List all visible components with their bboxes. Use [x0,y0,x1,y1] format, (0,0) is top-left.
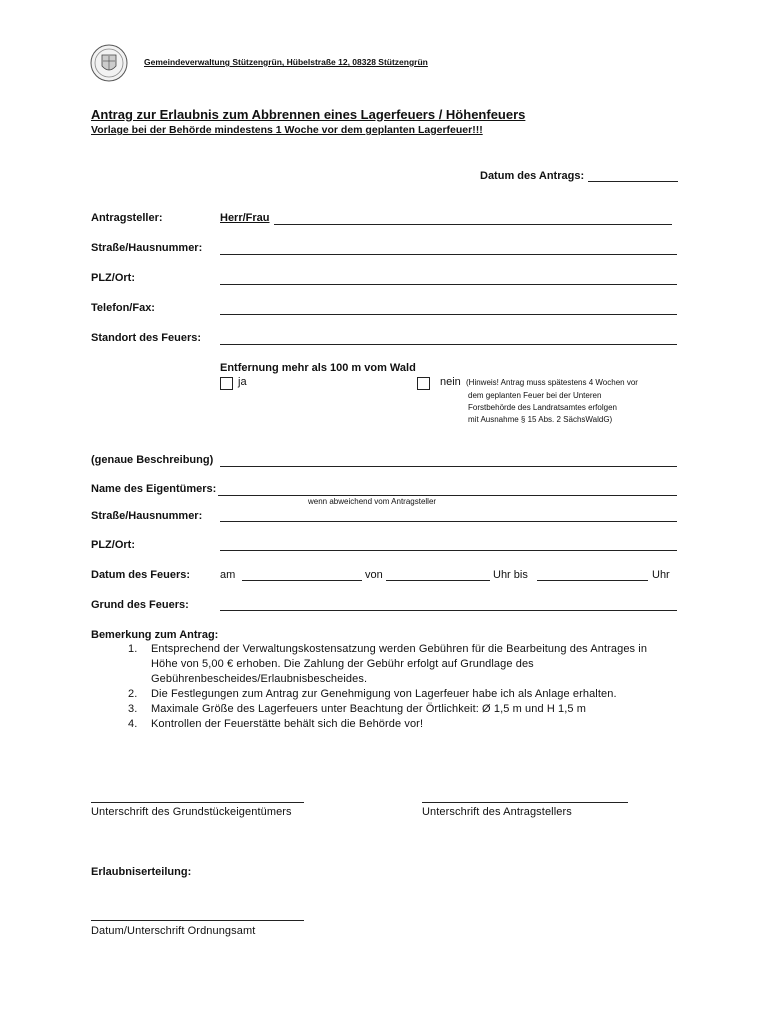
fire-reason-input-line[interactable] [220,610,677,611]
applicant-signature-label: Unterschrift des Antragstellers [422,806,572,818]
zip-city-label: PLZ/Ort: [91,272,135,284]
remark-num-1: 1. [128,643,138,655]
phone-fax-label: Telefon/Fax: [91,302,155,314]
description-label: (genaue Beschreibung) [91,454,214,466]
fire-time-to-input-line[interactable] [537,580,648,581]
hint-line-4: mit Ausnahme § 15 Abs. 2 SächsWaldG) [468,415,613,424]
owner-name-label: Name des Eigentümers: [91,483,217,495]
office-signature-line[interactable] [91,920,304,921]
page-title: Antrag zur Erlaubnis zum Abbrennen eines Lagerfeuers / Höhenfeuers [91,107,526,122]
yes-label: ja [238,376,247,388]
owner-signature-line[interactable] [91,802,304,803]
applicant-label: Antragsteller: [91,212,163,224]
fire-date-am: am [220,569,236,581]
remark-1-line-1: Entsprechend der Verwaltungskostensatzung werden Gebühren für die Bearbeitung des Antrages in [151,643,648,655]
remark-2-line-1: Die Festlegungen zum Antrag zur Genehmigung von Lagerfeuer habe ich als Anlage erhalten. [151,688,617,700]
owner-street-input-line[interactable] [220,521,677,522]
applicant-signature-line[interactable] [422,802,628,803]
yes-checkbox[interactable] [220,377,233,390]
permit-heading: Erlaubniserteilung: [91,866,192,878]
fire-location-label: Standort des Feuers: [91,332,202,344]
owner-zip-city-input-line[interactable] [220,550,677,551]
date-input-line[interactable] [588,181,678,182]
no-checkbox[interactable] [417,377,430,390]
remark-4-line-1: Kontrollen der Feuerstätte behält sich die Behörde vor! [151,718,424,730]
remark-1-line-3: Gebührenbescheides/Erlaubnisbescheides. [151,673,368,685]
remark-num-3: 3. [128,703,138,715]
remarks-heading: Bemerkung zum Antrag: [91,629,219,641]
owner-street-label: Straße/Hausnummer: [91,510,203,522]
page-subtitle: Vorlage bei der Behörde mindestens 1 Woche vor dem geplanten Lagerfeuer!!! [91,124,483,136]
fire-date-von: von [365,569,383,581]
phone-fax-input-line[interactable] [220,314,677,315]
header-address: Gemeindeverwaltung Stützengrün, Hübelstraße 12, 08328 Stützengrün [144,57,428,67]
remark-num-2: 2. [128,688,138,700]
street-label: Straße/Hausnummer: [91,242,203,254]
description-input-line[interactable] [220,466,677,467]
fire-time-from-input-line[interactable] [386,580,490,581]
owner-name-input-line[interactable] [218,495,677,496]
owner-signature-label: Unterschrift des Grundstückeigentümers [91,806,292,818]
fire-date-input-line[interactable] [242,580,362,581]
office-signature-label: Datum/Unterschrift Ordnungsamt [91,925,256,937]
street-input-line[interactable] [220,254,677,255]
remark-1-line-2: Höhe von 5,00 € erhoben. Die Zahlung der Gebühr erfolgt auf Grundlage des [151,658,534,670]
hint-line-2: dem geplanten Feuer bei der Unteren [468,391,602,400]
owner-note: wenn abweichend vom Antragsteller [308,497,437,506]
no-label: nein [440,376,461,388]
hint-line-1: (Hinweis! Antrag muss spätestens 4 Wochen vor [466,378,638,387]
fire-reason-label: Grund des Feuers: [91,599,189,611]
fire-date-uhr: Uhr [652,569,670,581]
applicant-prefix: Herr/Frau [220,212,270,224]
distance-heading: Entfernung mehr als 100 m vom Wald [220,362,416,374]
fire-date-uhr-bis: Uhr bis [493,569,528,581]
remark-3-line-1: Maximale Größe des Lagerfeuers unter Beachtung der Örtlichkeit: Ø 1,5 m und H 1,5 m [151,703,587,715]
remark-num-4: 4. [128,718,138,730]
zip-city-input-line[interactable] [220,284,677,285]
applicant-input-line[interactable] [274,224,672,225]
date-label: Datum des Antrags: [480,170,585,182]
municipal-seal [90,44,128,82]
owner-zip-city-label: PLZ/Ort: [91,539,135,551]
fire-location-input-line[interactable] [220,344,677,345]
hint-line-3: Forstbehörde des Landratsamtes erfolgen [468,403,617,412]
fire-date-label: Datum des Feuers: [91,569,191,581]
